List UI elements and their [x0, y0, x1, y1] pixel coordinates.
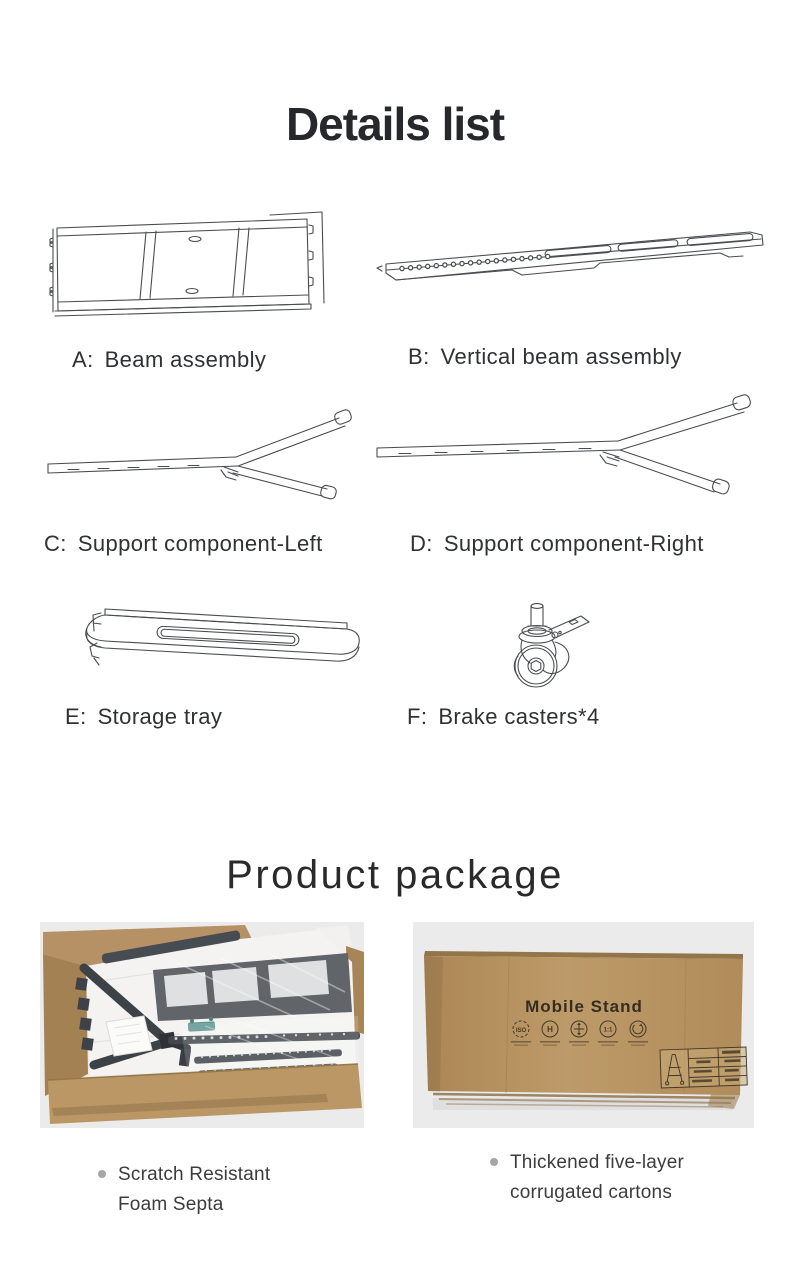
part-label-e: [65, 704, 222, 730]
part-letter-c: C:: [44, 531, 67, 556]
bullet-icon: [98, 1170, 106, 1178]
caption-line-2: Foam Septa: [118, 1194, 224, 1215]
support-left-line-art: [40, 405, 355, 505]
caption-line-1: Scratch Resistant: [118, 1164, 271, 1185]
brake-caster-line-art: [485, 600, 595, 695]
box-brand-text: Mobile Stand: [525, 997, 643, 1016]
storage-tray-drawing: [45, 597, 370, 692]
carton-box-image: [413, 922, 754, 1128]
part-label-b: [408, 344, 682, 370]
part-letter-e: E:: [65, 704, 87, 729]
support-left-drawing: [40, 405, 355, 505]
vertical-beam-line-art: [372, 220, 767, 302]
vertical-beam-assembly-drawing: [372, 220, 767, 302]
support-right-line-art: [375, 388, 757, 506]
part-name-e: Storage tray: [97, 704, 223, 729]
caption-cartons: [490, 1148, 684, 1208]
photo-foam-packaging: [40, 922, 364, 1128]
bullet-icon: [490, 1158, 498, 1166]
caption-line-1: Thickened five-layer: [510, 1152, 685, 1173]
part-label-f: [407, 704, 600, 730]
svg-text:1:1: 1:1: [603, 1027, 613, 1034]
part-name-b: Vertical beam assembly: [440, 344, 682, 369]
beam-assembly-line-art: [45, 205, 325, 320]
svg-text:H: H: [547, 1025, 553, 1034]
part-label-c: [44, 531, 323, 557]
support-right-drawing: [375, 388, 757, 506]
caption-foam-septa: [98, 1160, 270, 1220]
part-letter-f: F:: [407, 704, 428, 729]
photo-carton-box: [413, 922, 754, 1128]
foam-packaging-image: [40, 922, 364, 1128]
part-letter-a: A:: [72, 347, 94, 372]
storage-tray-line-art: [45, 597, 370, 692]
svg-text:ISO: ISO: [515, 1028, 527, 1034]
part-name-a: Beam assembly: [104, 347, 267, 372]
part-label-d: [410, 531, 704, 557]
part-name-c: Support component-Left: [77, 531, 323, 556]
product-package-title: Product package: [226, 853, 564, 898]
part-name-d: Support component-Right: [443, 531, 704, 556]
brake-caster-drawing: [485, 600, 595, 695]
beam-assembly-drawing: [45, 205, 325, 320]
shipping-label: [660, 1047, 747, 1088]
part-name-f: Brake casters*4: [438, 704, 600, 729]
part-letter-d: D:: [410, 531, 433, 556]
part-label-a: [72, 347, 266, 373]
part-letter-b: B:: [408, 344, 430, 369]
caption-line-2: corrugated cartons: [510, 1182, 673, 1203]
details-list-title: Details list: [285, 97, 505, 150]
